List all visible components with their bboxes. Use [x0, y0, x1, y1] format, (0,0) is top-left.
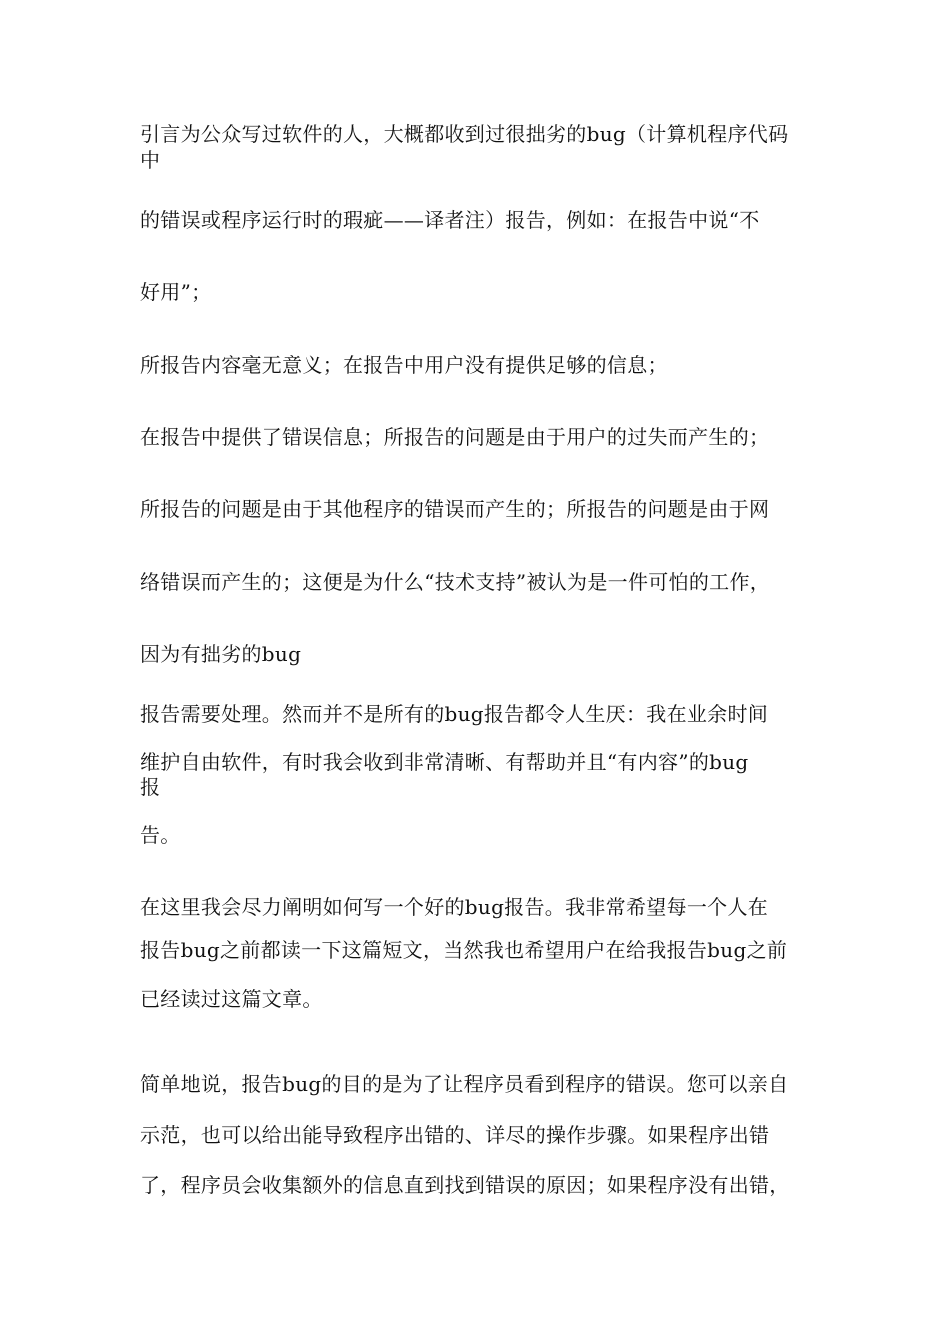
text-line: 引言为公众写过软件的人，大概都收到过很拙劣的bug（计算机程序代码	[140, 122, 789, 146]
text-line: 示范，也可以给出能导致程序出错的、详尽的操作步骤。如果程序出错	[140, 1123, 770, 1147]
text-line: 在这里我会尽力阐明如何写一个好的bug报告。我非常希望每一个人在	[140, 895, 769, 919]
text-line: 了，程序员会收集额外的信息直到找到错误的原因；如果程序没有出错，	[140, 1173, 790, 1197]
text-line: 报告需要处理。然而并不是所有的bug报告都令人生厌：我在业余时间	[140, 702, 769, 726]
text-line: 报告bug之前都读一下这篇短文，当然我也希望用户在给我报告bug之前	[140, 938, 788, 962]
text-line: 因为有拙劣的bug	[140, 642, 302, 666]
text-line: 中	[140, 148, 161, 172]
text-line: 好用”；	[140, 280, 212, 304]
text-line: 所报告的问题是由于其他程序的错误而产生的；所报告的问题是由于网	[140, 497, 770, 521]
text-line: 在报告中提供了错误信息；所报告的问题是由于用户的过失而产生的；	[140, 425, 770, 449]
text-line: 络错误而产生的；这便是为什么“技术支持”被认为是一件可怕的工作，	[140, 570, 771, 594]
text-line: 维护自由软件，有时我会收到非常清晰、有帮助并且“有内容”的bug	[140, 750, 749, 774]
text-line: 报	[140, 775, 161, 799]
text-line: 简单地说，报告bug的目的是为了让程序员看到程序的错误。您可以亲自	[140, 1072, 789, 1096]
text-line: 已经读过这篇文章。	[140, 987, 323, 1011]
text-line: 告。	[140, 823, 181, 847]
text-line: 的错误或程序运行时的瑕疵——译者注）报告，例如：在报告中说“不	[140, 208, 760, 232]
text-line: 所报告内容毫无意义；在报告中用户没有提供足够的信息；	[140, 353, 668, 377]
